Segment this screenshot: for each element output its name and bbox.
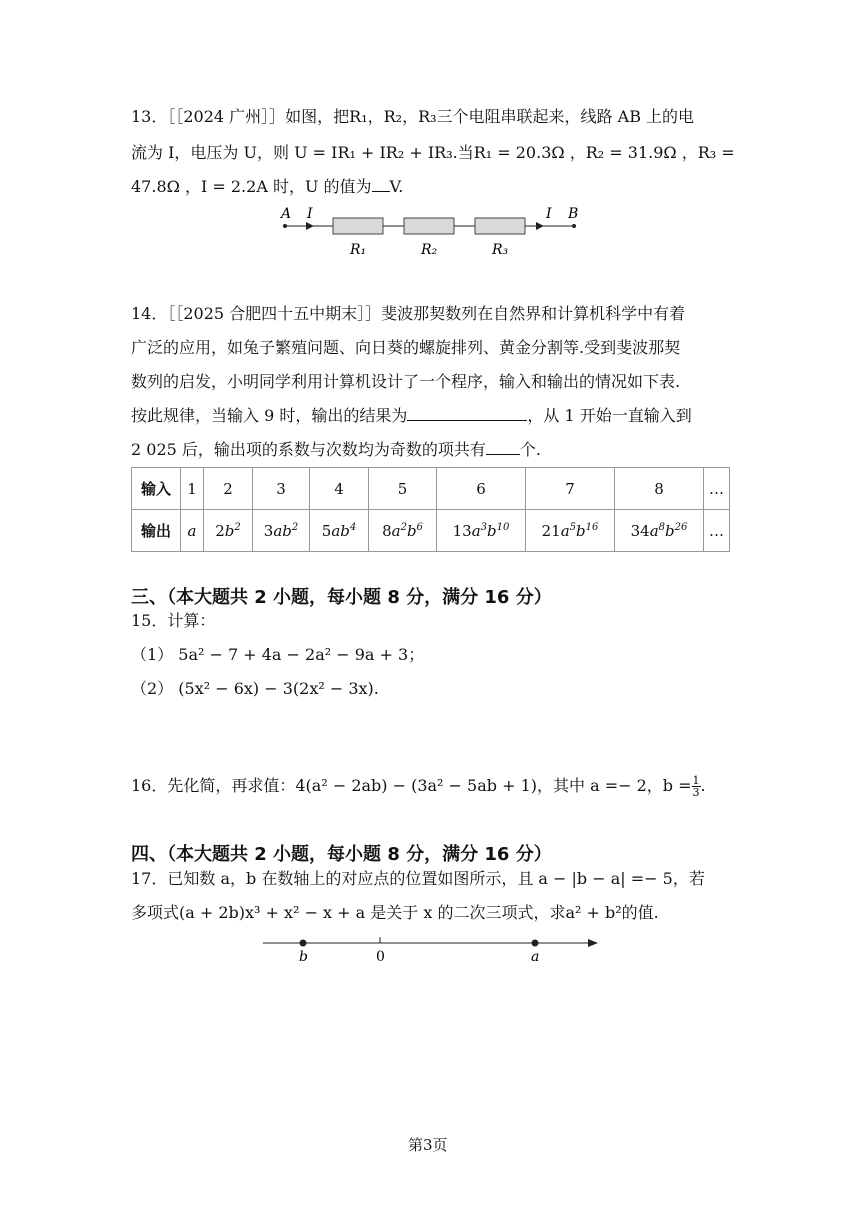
q16-fraction: $\frac{1}{3}$: [692, 774, 700, 799]
output-cell: $21a^5b^{16}$: [526, 510, 615, 552]
q14-line2: 广泛的应用，如兔子繁殖问题、向日葵的螺旋排列、黄金分割等.受到斐波那契: [131, 338, 681, 357]
q14-blank-1: [407, 406, 527, 421]
axis-arrow-icon: [588, 939, 598, 947]
q17-line2: 多项式(a + 2b)x³ + x² − x + a 是关于 x 的二次三项式，求a² + b²的值.: [131, 903, 659, 922]
q13-line3-text: 47.8Ω ，I = 2.2A 时，U 的值为: [131, 177, 372, 196]
axis-label-a: a: [531, 949, 540, 965]
input-cell: 6: [437, 468, 526, 510]
q13-blank: [372, 177, 390, 192]
q14-line3: 数列的启发，小明同学利用计算机设计了一个程序，输入和输出的情况如下表.: [131, 372, 681, 391]
resistor-r1: [333, 218, 383, 234]
input-cell: 8: [615, 468, 704, 510]
axis-label-zero: 0: [376, 949, 385, 965]
q14-line5-text: 2 025 后，输出项的系数与次数均为奇数的项共有: [131, 440, 486, 459]
section-4-heading: 四、（本大题共 2 小题，每小题 8 分，满分 16 分）: [131, 844, 552, 865]
resistor-r3: [475, 218, 525, 234]
q15-part2: （2） (5x² − 6x) − 3(2x² − 3x).: [131, 679, 379, 698]
q16-text: 16．先化简，再求值：4(a² − 2ab) − (3a² − 5ab + 1)，其中 a =− 2，b =: [131, 776, 692, 795]
output-cell: $8a^2b^6$: [369, 510, 437, 552]
output-cell: $2b^2$: [204, 510, 253, 552]
table-row-output: [132, 510, 730, 552]
number-line: [255, 928, 605, 968]
point-b: [300, 940, 307, 947]
q13-line3: [131, 174, 403, 197]
output-cell: $34a^8b^{26}$: [615, 510, 704, 552]
q14-line1: 14．［［2025 合肥四十五中期末］］斐波那契数列在自然界和计算机科学中有着: [131, 304, 686, 323]
section-3-heading: 三、（本大题共 2 小题，每小题 8 分，满分 16 分）: [131, 587, 552, 608]
label-a: A: [281, 206, 292, 222]
output-header: 输出: [132, 510, 181, 552]
q13-line2: 流为 I，电压为 U，则 U = IR₁ + IR₂ + IR₃.当R₁ = 20.3Ω ，R₂ = 31.9Ω ，R₃ =: [131, 143, 735, 162]
output-cell: a: [181, 510, 204, 552]
q14-line5-end: 个.: [519, 440, 541, 459]
q14-line4-text: 按此规律，当输入 9 时，输出的结果为: [131, 406, 408, 425]
q15-part1: （1） 5a² − 7 + 4a − 2a² − 9a + 3；: [131, 645, 425, 664]
q16-end: .: [700, 776, 706, 795]
output-cell: $5ab^4$: [310, 510, 369, 552]
page-number: 第3页: [408, 1136, 448, 1154]
label-i-right: I: [546, 206, 552, 222]
label-b: B: [568, 206, 579, 222]
node-b: [572, 224, 576, 228]
output-cell: …: [704, 510, 730, 552]
q13-line1: 13．［［2024 广州］］如图，把R₁，R₂，R₃三个电阻串联起来，线路 AB 上的电: [131, 107, 695, 126]
label-r2: R₂: [421, 242, 438, 258]
circuit-diagram: [270, 200, 600, 266]
q14-line4-end: ，从 1 开始一直输入到: [527, 406, 692, 425]
q14-line4: [131, 403, 692, 426]
axis-label-b: b: [299, 949, 308, 965]
resistor-r2: [404, 218, 454, 234]
output-cell: $3ab^2$: [253, 510, 310, 552]
label-r1: R₁: [350, 242, 367, 258]
input-cell: 7: [526, 468, 615, 510]
label-i-left: I: [307, 206, 313, 222]
input-cell: 4: [310, 468, 369, 510]
arrow-left-icon: [306, 222, 314, 230]
input-cell: 1: [181, 468, 204, 510]
q14-line5: [131, 437, 541, 460]
input-cell: 3: [253, 468, 310, 510]
table-row-input: [132, 468, 730, 510]
q16-line: [131, 773, 706, 798]
input-cell: …: [704, 468, 730, 510]
q14-blank-2: [486, 440, 520, 455]
fibonacci-table: [131, 467, 730, 552]
output-cell: $13a^3b^{10}$: [437, 510, 526, 552]
input-header: 输入: [132, 468, 181, 510]
point-a: [532, 940, 539, 947]
label-r3: R₃: [492, 242, 509, 258]
input-cell: 2: [204, 468, 253, 510]
arrow-right-icon: [536, 222, 544, 230]
q15-title: 15．计算：: [131, 611, 216, 630]
q17-line1: 17．已知数 a，b 在数轴上的对应点的位置如图所示，且 a − |b − a| =− 5，若: [131, 869, 705, 888]
input-cell: 5: [369, 468, 437, 510]
node-a: [283, 224, 287, 228]
q13-line3-end: V.: [389, 177, 404, 196]
